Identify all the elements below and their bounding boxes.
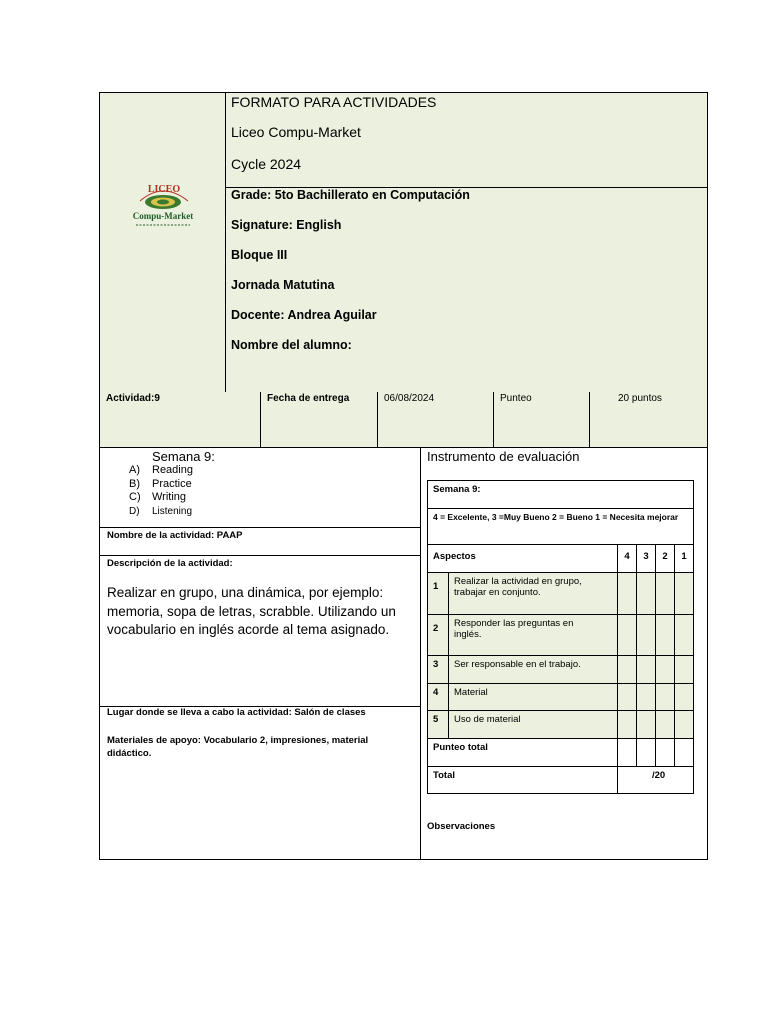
score-header-1: 1 (675, 545, 694, 573)
punteo-label-cell: Punteo (494, 392, 590, 447)
score-cell[interactable] (618, 573, 637, 615)
activity-name: Nombre de la actividad: PAAP (107, 530, 243, 541)
item-number: 3 (428, 656, 449, 684)
punteo-total-label: Punteo total (428, 739, 618, 767)
header-block (99, 92, 708, 393)
observations-label: Observaciones (427, 821, 496, 832)
divider (100, 555, 421, 556)
instrument-title: Instrumento de evaluación (427, 449, 580, 464)
week-options (129, 464, 193, 518)
rubric-header-row (428, 545, 694, 573)
logo-cell (100, 93, 226, 392)
signature: Signature: English (231, 218, 342, 232)
rubric-semana: Semana 9: (428, 481, 694, 509)
activity-row (99, 392, 708, 448)
total-value: /20 (618, 767, 694, 794)
item-number: 5 (428, 711, 449, 739)
rubric-item (428, 573, 694, 615)
description-text: Realizar en grupo, una dinámica, por ejemplo: memoria, sopa de letras, scrabble. Utilizando un vocabulario en inglés acorde al tema asignado. (107, 585, 396, 637)
jornada: Jornada Matutina (231, 278, 335, 292)
score-cell[interactable] (637, 656, 656, 684)
fecha-value-cell: 06/08/2024 (378, 392, 494, 447)
rubric-item (428, 656, 694, 684)
svg-text:LICEO: LICEO (147, 184, 181, 195)
item-number: 2 (428, 615, 449, 656)
score-cell[interactable] (618, 656, 637, 684)
description-label: Descripción de la actividad: (107, 558, 233, 569)
bloque: Bloque III (231, 248, 288, 262)
school-name: Liceo Compu-Market (231, 124, 361, 140)
item-number: 1 (428, 573, 449, 615)
option-c: C) Writing (129, 491, 187, 503)
score-cell[interactable] (656, 739, 675, 767)
score-cell[interactable] (675, 615, 694, 656)
score-cell[interactable] (656, 573, 675, 615)
score-cell[interactable] (637, 711, 656, 739)
score-header-3: 3 (637, 545, 656, 573)
score-cell[interactable] (656, 656, 675, 684)
item-text: Material (449, 684, 618, 711)
place-text: Lugar donde se lleva a cabo la actividad: Salón de clases (107, 707, 366, 718)
score-cell[interactable] (656, 684, 675, 711)
format-title: FORMATO PARA ACTIVIDADES (231, 94, 437, 110)
item-number: 4 (428, 684, 449, 711)
score-cell[interactable] (675, 684, 694, 711)
score-cell[interactable] (618, 684, 637, 711)
left-column (100, 448, 421, 859)
option-a: A) Reading (129, 464, 193, 476)
titles-box (226, 93, 707, 188)
liceo-logo (108, 175, 218, 245)
rubric-table (427, 480, 694, 794)
rubric-scale-row (428, 509, 694, 545)
score-cell[interactable] (656, 711, 675, 739)
total-row (428, 767, 694, 794)
rubric-item (428, 684, 694, 711)
rubric-item (428, 615, 694, 656)
student-name-label: Nombre del alumno: (231, 338, 352, 352)
score-cell[interactable] (637, 684, 656, 711)
punteo-total-row (428, 739, 694, 767)
score-cell[interactable] (618, 711, 637, 739)
fecha-label-cell: Fecha de entrega (261, 392, 378, 447)
punteo-value-cell: 20 puntos (618, 393, 662, 404)
total-label: Total (428, 767, 618, 794)
actividad-cell: Actividad:9 (100, 392, 261, 447)
item-text: Ser responsable en el trabajo. (449, 656, 618, 684)
rubric-item (428, 711, 694, 739)
rubric-semana-row (428, 481, 694, 509)
score-header-2: 2 (656, 545, 675, 573)
score-cell[interactable] (656, 615, 675, 656)
bottom-block (99, 447, 708, 860)
score-cell[interactable] (675, 656, 694, 684)
item-text: Realizar la actividad en grupo, trabajar en conjunto. (449, 573, 618, 615)
score-header-4: 4 (618, 545, 637, 573)
materials-text: Materiales de apoyo: Vocabulario 2, impresiones, material didáctico. (107, 735, 369, 759)
score-cell[interactable] (675, 739, 694, 767)
score-cell[interactable] (618, 739, 637, 767)
aspects-header: Aspectos (428, 545, 618, 573)
score-cell[interactable] (675, 573, 694, 615)
item-text: Responder las preguntas en inglés. (449, 615, 618, 656)
option-d: D) Listening (129, 505, 193, 517)
score-cell[interactable] (618, 615, 637, 656)
score-cell[interactable] (637, 573, 656, 615)
item-text: Uso de material (449, 711, 618, 739)
option-b: B) Practice (129, 477, 192, 490)
score-cell[interactable] (637, 615, 656, 656)
rubric-scale: 4 = Excelente, 3 =Muy Bueno 2 = Bueno 1 = Necesita mejorar (428, 509, 694, 545)
score-cell[interactable] (675, 711, 694, 739)
divider (100, 527, 421, 528)
grade: Grade: 5to Bachillerato en Computación (231, 188, 470, 202)
score-cell[interactable] (637, 739, 656, 767)
docente: Docente: Andrea Aguilar (231, 308, 377, 322)
svg-text:Compu-Market: Compu-Market (132, 211, 194, 221)
cycle: Cycle 2024 (231, 156, 302, 172)
semana-title: Semana 9: (152, 449, 215, 464)
